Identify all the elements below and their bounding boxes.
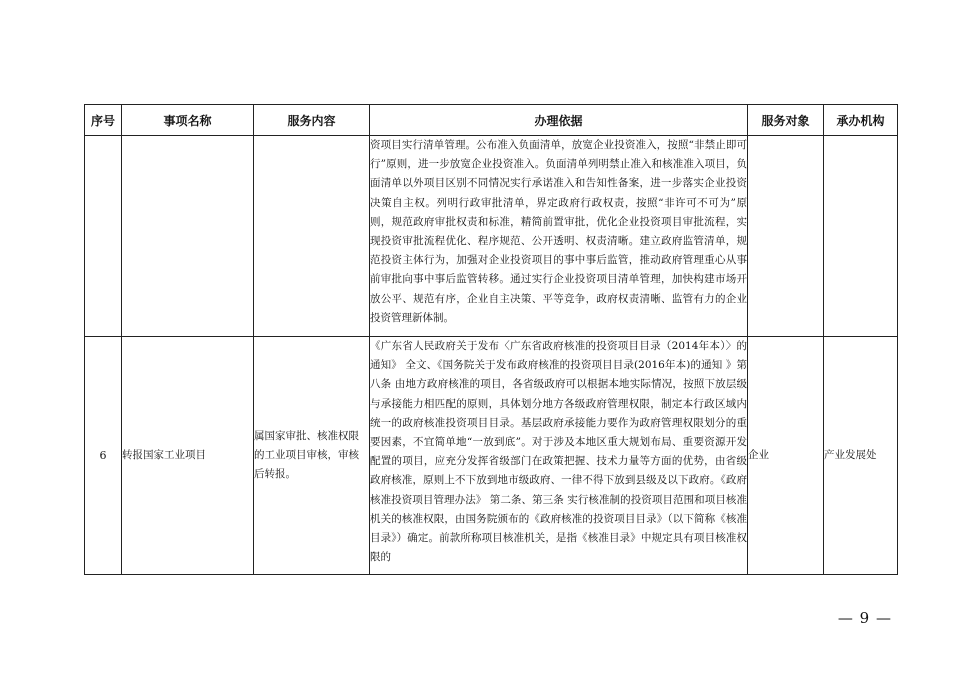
row-service-target: 企业 xyxy=(748,337,824,575)
row-agency: 产业发展处 xyxy=(824,337,898,575)
header-service-content: 服务内容 xyxy=(254,105,370,136)
table-header-row xyxy=(85,105,898,136)
row-item-name: 转报国家工业项目 xyxy=(122,337,254,575)
row-service-content: 属国家审批、核准权限的工业项目审核，审核后转报。 xyxy=(254,337,370,575)
table-row xyxy=(85,337,898,575)
row-agency xyxy=(824,136,898,337)
row-index xyxy=(85,136,122,337)
table-row xyxy=(85,136,898,337)
row-service-content xyxy=(254,136,370,337)
page-number: — 9 — xyxy=(837,609,892,627)
row-index: 6 xyxy=(85,337,122,575)
row-basis: 《广东省人民政府关于发布〈广东省政府核准的投资项目目录（2014年本）〉的通知》 全文、《国务院关于发布政府核准的投资项目目录(2016年本)的通知 》第八条 由地方政府核准的项目，各省级政府可以根据本地实际情况，按照下放层级与承接能力相匹配的原则，具体划分地方各级政府管理权限，制定本行政区域内统一的政府核准投资项目目录。基层政府承接能力要作为政府管理权限划分的重要因素，不宜简单地“一放到底”。对于涉及本地区重大规划布局、重要资源开发配置的项目，应充分发挥省级部门在政策把握、技术力量等方面的优势，由省级政府核准，原则上不下放到地市级政府、一律不得下放到县级及以下政府。《政府核准投资项目管理办法》 第二条、第三条 实行核准制的投资项目范围和项目核准机关的核准权限，由国务院颁布的《政府核准的投资项目目录》（以下简称《核准目录》）确定。前款所称项目核准机关，是指《核准目录》中规定具有项目核准权限的 xyxy=(370,337,748,575)
service-items-table xyxy=(84,104,898,575)
row-service-target xyxy=(748,136,824,337)
header-index: 序号 xyxy=(85,105,122,136)
header-basis: 办理依据 xyxy=(370,105,748,136)
row-item-name xyxy=(122,136,254,337)
header-item-name: 事项名称 xyxy=(122,105,254,136)
header-service-target: 服务对象 xyxy=(748,105,824,136)
row-basis: 资项目实行清单管理。公布准入负面清单，放宽企业投资准入，按照“非禁止即可行”原则，进一步放宽企业投资准入。负面清单列明禁止准入和核准准入项目，负面清单以外项目区别不同情况实行承诺准入和告知性备案，进一步落实企业投资决策自主权。列明行政审批清单，界定政府行政权责，按照“非许可不可为”原则，规范政府审批权责和标准，精简前置审批，优化企业投资项目审批流程，实现投资审批流程优化、程序规范、公开透明、权责清晰。建立政府监管清单，规范投资主体行为，加强对企业投资项目的事中事后监管，推动政府管理重心从事前审批向事中事后监管转移。通过实行企业投资项目清单管理，加快构建市场开放公平、规范有序，企业自主决策、平等竞争，政府权责清晰、监管有力的企业投资管理新体制。 xyxy=(370,136,748,337)
header-agency: 承办机构 xyxy=(824,105,898,136)
